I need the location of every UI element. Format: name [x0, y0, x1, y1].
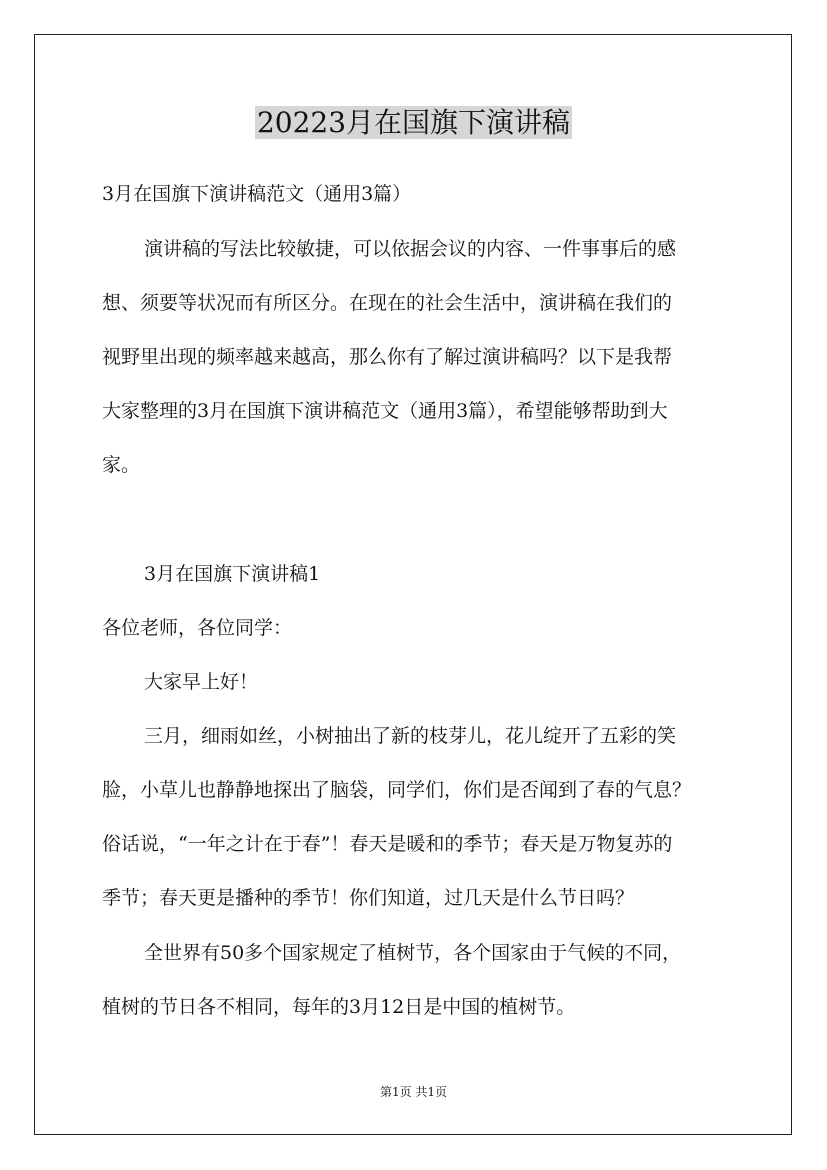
- para1-line-4: 季节；春天更是播种的季节！你们知道，过几天是什么节日吗？: [102, 887, 635, 909]
- para2-line-1: 全世界有50多个国家规定了植树节，各个国家由于气候的不同，: [144, 942, 682, 964]
- intro-line-1: 演讲稿的写法比较敏捷，可以依据会议的内容、一件事事后的感: [144, 238, 677, 260]
- para1-line-2: 脸，小草儿也静静地探出了脑袋，同学们，你们是否闻到了春的气息？: [102, 779, 692, 801]
- para2-line-2: 植树的节日各不相同，每年的3月12日是中国的植树节。: [102, 996, 576, 1018]
- section-heading: 3月在国旗下演讲稿1: [144, 563, 321, 585]
- greeting: 大家早上好！: [144, 671, 259, 693]
- para1-line-1: 三月，细雨如丝，小树抽出了新的枝芽儿，花儿绽开了五彩的笑: [144, 725, 677, 747]
- salutation: 各位老师，各位同学：: [102, 617, 293, 639]
- intro-line-2: 想、须要等状况而有所区分。在现在的社会生活中，演讲稿在我们的: [102, 292, 673, 314]
- document-subtitle: 3月在国旗下演讲稿范文（通用3篇）: [102, 183, 412, 205]
- para1-line-3: 俗话说，“一年之计在于春”！春天是暖和的季节；春天是万物复苏的: [102, 833, 673, 855]
- page-footer: 第1页 共1页: [379, 1085, 448, 1099]
- intro-line-4: 大家整理的3月在国旗下演讲稿范文（通用3篇），希望能够帮助到大: [102, 400, 668, 422]
- intro-line-3: 视野里出现的频率越来越高，那么你有了解过演讲稿吗？以下是我帮: [102, 346, 673, 368]
- intro-line-5: 家。: [102, 454, 141, 476]
- document-title: 20223月在国旗下演讲稿: [256, 106, 571, 139]
